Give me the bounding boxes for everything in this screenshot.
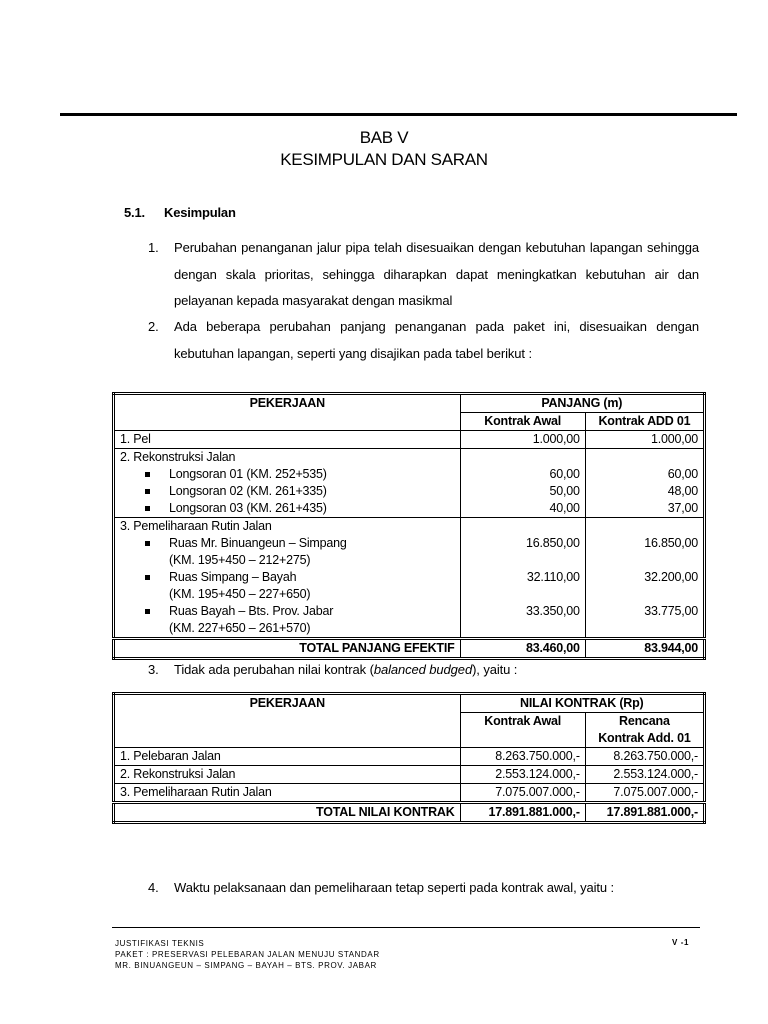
cell-awal: 60,00 — [460, 466, 585, 483]
footer-line: JUSTIFIKASI TEKNIS — [115, 939, 205, 948]
section-title: Kesimpulan — [164, 205, 236, 220]
total-add: 17.891.881.000,- — [585, 803, 704, 823]
bullet-icon — [145, 506, 150, 511]
item-number: 2. — [148, 319, 159, 334]
row-label: 1. Pel — [114, 431, 461, 449]
cell-add: 8.263.750.000,- — [585, 748, 704, 766]
table-row — [114, 535, 705, 569]
text-line: pelayanan kepada masyarakat dengan masikmal — [174, 293, 453, 308]
table-row — [114, 784, 705, 803]
row-label: 3. Pemeliharaan Rutin Jalan — [114, 518, 461, 536]
table-row — [114, 569, 705, 603]
item-3 — [148, 660, 699, 680]
header-rencana: Rencana Kontrak Add. 01 — [585, 713, 704, 748]
item-number: 3. — [148, 662, 159, 677]
table-row — [114, 466, 705, 483]
item-text: Tidak ada perubahan nilai kontrak (balanced budged), yaitu : — [174, 662, 518, 677]
cell-awal: 2.553.124.000,- — [460, 766, 585, 784]
cell-add: 2.553.124.000,- — [585, 766, 704, 784]
total-row — [114, 639, 705, 659]
total-awal: 83.460,00 — [460, 639, 585, 659]
text-line: kebutuhan lapangan, seperti yang disajikan pada tabel berikut : — [174, 345, 532, 361]
sub-row-label: Longsoran 03 (KM. 261+435) — [114, 500, 461, 518]
section-heading — [124, 205, 236, 220]
italic-term: balanced budged — [373, 662, 473, 677]
sub-row-label: Longsoran 01 (KM. 252+535) — [114, 466, 461, 483]
total-row — [114, 803, 705, 823]
header-panjang: PANJANG (m) — [460, 394, 704, 413]
table-row — [114, 500, 705, 518]
cell-add: 60,00 — [667, 467, 698, 481]
cell-awal: 16.850,00 — [460, 535, 585, 569]
chapter-title: KESIMPULAN DAN SARAN — [280, 150, 488, 169]
bullet-icon — [145, 489, 150, 494]
cell-awal: 8.263.750.000,- — [460, 748, 585, 766]
total-label: TOTAL PANJANG EFEKTIF — [114, 639, 461, 659]
total-label: TOTAL NILAI KONTRAK — [114, 803, 461, 823]
cell-add: 7.075.007.000,- — [613, 785, 698, 799]
length-table — [112, 392, 706, 660]
text-line: Perubahan penanganan jalur pipa telah disesuaikan dengan kebutuhan lapangan sehingga — [174, 240, 699, 255]
row-label: 2. Rekonstruksi Jalan — [114, 449, 461, 467]
table-row — [114, 603, 705, 639]
chapter-number: BAB V — [359, 128, 409, 147]
cell-awal: 50,00 — [460, 483, 585, 500]
sub-row-label: Ruas Mr. Binuangeun – Simpang (KM. 195+450 – 212+275) — [114, 535, 461, 569]
sub-row-label: Longsoran 02 (KM. 261+335) — [114, 483, 461, 500]
item-2 — [148, 314, 699, 367]
table-row — [114, 431, 705, 449]
item-text — [174, 235, 699, 315]
footer-line: MR. BINUANGEUN – SIMPANG – BAYAH – BTS. PROV. JABAR — [115, 961, 377, 970]
total-add: 83.944,00 — [585, 639, 704, 659]
section-number: 5.1. — [124, 205, 145, 220]
sub-row-label: Ruas Bayah – Bts. Prov. Jabar (KM. 227+650 – 261+570) — [114, 603, 461, 639]
cell-awal: 7.075.007.000,- — [460, 784, 585, 803]
bullet-icon — [145, 541, 150, 546]
cell-add: 37,00 — [585, 500, 704, 518]
item-text — [174, 314, 699, 367]
footer-rule — [112, 927, 700, 928]
text-line: Ada beberapa perubahan panjang penanganan pada paket ini, disesuaikan dengan — [174, 319, 699, 334]
header-pekerjaan: PEKERJAAN — [114, 394, 461, 431]
sub-row-label: Ruas Simpang – Bayah (KM. 195+450 – 227+650) — [114, 569, 461, 603]
top-rule — [60, 113, 737, 116]
footer — [115, 938, 380, 971]
table-row — [114, 483, 705, 500]
bullet-icon — [145, 609, 150, 614]
cell-add: 1.000,00 — [585, 431, 704, 449]
table-row — [114, 449, 705, 467]
cell-awal: 32.110,00 — [460, 569, 585, 603]
cell-add: 16.850,00 — [644, 536, 698, 550]
row-label: 2. Rekonstruksi Jalan — [114, 766, 461, 784]
item-number: 1. — [148, 240, 159, 255]
footer-line: PAKET : PRESERVASI PELEBARAN JALAN MENUJU STANDAR — [115, 950, 380, 959]
item-text: Waktu pelaksanaan dan pemeliharaan tetap seperti pada kontrak awal, yaitu : — [174, 880, 615, 895]
contract-value-table — [112, 692, 706, 824]
cell-add: 33.775,00 — [644, 604, 698, 618]
table-row — [114, 518, 705, 536]
header-nilai-kontrak: NILAI KONTRAK (Rp) — [460, 694, 704, 713]
table-row — [114, 748, 705, 766]
header-pekerjaan: PEKERJAAN — [114, 694, 461, 748]
cell-add: 48,00 — [667, 484, 698, 498]
item-number: 4. — [148, 880, 159, 895]
item-1 — [148, 235, 699, 315]
cell-awal: 40,00 — [460, 500, 585, 518]
cell-awal: 1.000,00 — [460, 431, 585, 449]
item-4 — [148, 878, 699, 898]
header-kontrak-add: Kontrak ADD 01 — [585, 413, 704, 431]
cell-add: 32.200,00 — [644, 570, 698, 584]
table-row — [114, 766, 705, 784]
cell-awal: 33.350,00 — [460, 603, 585, 639]
header-kontrak-awal: Kontrak Awal — [460, 413, 585, 431]
bullet-icon — [145, 575, 150, 580]
bullet-icon — [145, 472, 150, 477]
total-awal: 17.891.881.000,- — [460, 803, 585, 823]
row-label: 3. Pemeliharaan Rutin Jalan — [114, 784, 461, 803]
header-kontrak-awal: Kontrak Awal — [460, 713, 585, 748]
page-number: V -1 — [672, 938, 690, 947]
text-line: dengan skala prioritas, sehingga diharapkan dapat meningkatkan kebutuhan air dan — [174, 266, 699, 282]
row-label: 1. Pelebaran Jalan — [114, 748, 461, 766]
